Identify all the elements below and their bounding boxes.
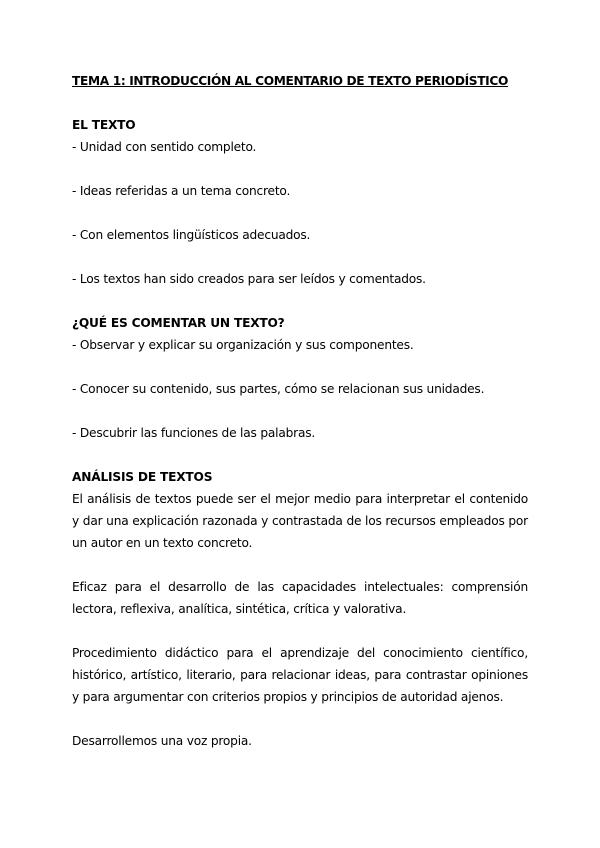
paragraph: El análisis de textos puede ser el mejor medio para interpretar el contenido y dar una explicación razonada y contrastada de los recursos empleados por un autor en un texto concreto. <box>72 492 528 550</box>
list-item: - Los textos han sido creados para ser leídos y comentados. <box>72 272 426 286</box>
paragraph: Desarrollemos una voz propia. <box>72 734 252 748</box>
section-heading-comentar: ¿QUÉ ES COMENTAR UN TEXTO? <box>72 316 285 330</box>
list-item: - Observar y explicar su organización y sus componentes. <box>72 338 414 352</box>
document-page <box>72 70 528 774</box>
section-heading-el-texto: EL TEXTO <box>72 118 136 132</box>
list-item: - Ideas referidas a un tema concreto. <box>72 184 291 198</box>
document-title: TEMA 1: INTRODUCCIÓN AL COMENTARIO DE TEXTO PERIODÍSTICO <box>72 74 508 88</box>
section-heading-analisis: ANÁLISIS DE TEXTOS <box>72 470 213 484</box>
list-item: - Descubrir las funciones de las palabras. <box>72 426 316 440</box>
paragraph: Eficaz para el desarrollo de las capacidades intelectuales: comprensión lectora, reflexiva, analítica, sintética, crítica y valorativa. <box>72 580 528 616</box>
list-item: - Conocer su contenido, sus partes, cómo se relacionan sus unidades. <box>72 382 485 396</box>
paragraph: Procedimiento didáctico para el aprendizaje del conocimiento científico, histórico, artístico, literario, para relacionar ideas, para contrastar opiniones y para argumentar con criterios propios y principios de autoridad ajenos. <box>72 646 528 704</box>
list-item: - Con elementos lingüísticos adecuados. <box>72 228 311 242</box>
list-item: - Unidad con sentido completo. <box>72 140 257 154</box>
